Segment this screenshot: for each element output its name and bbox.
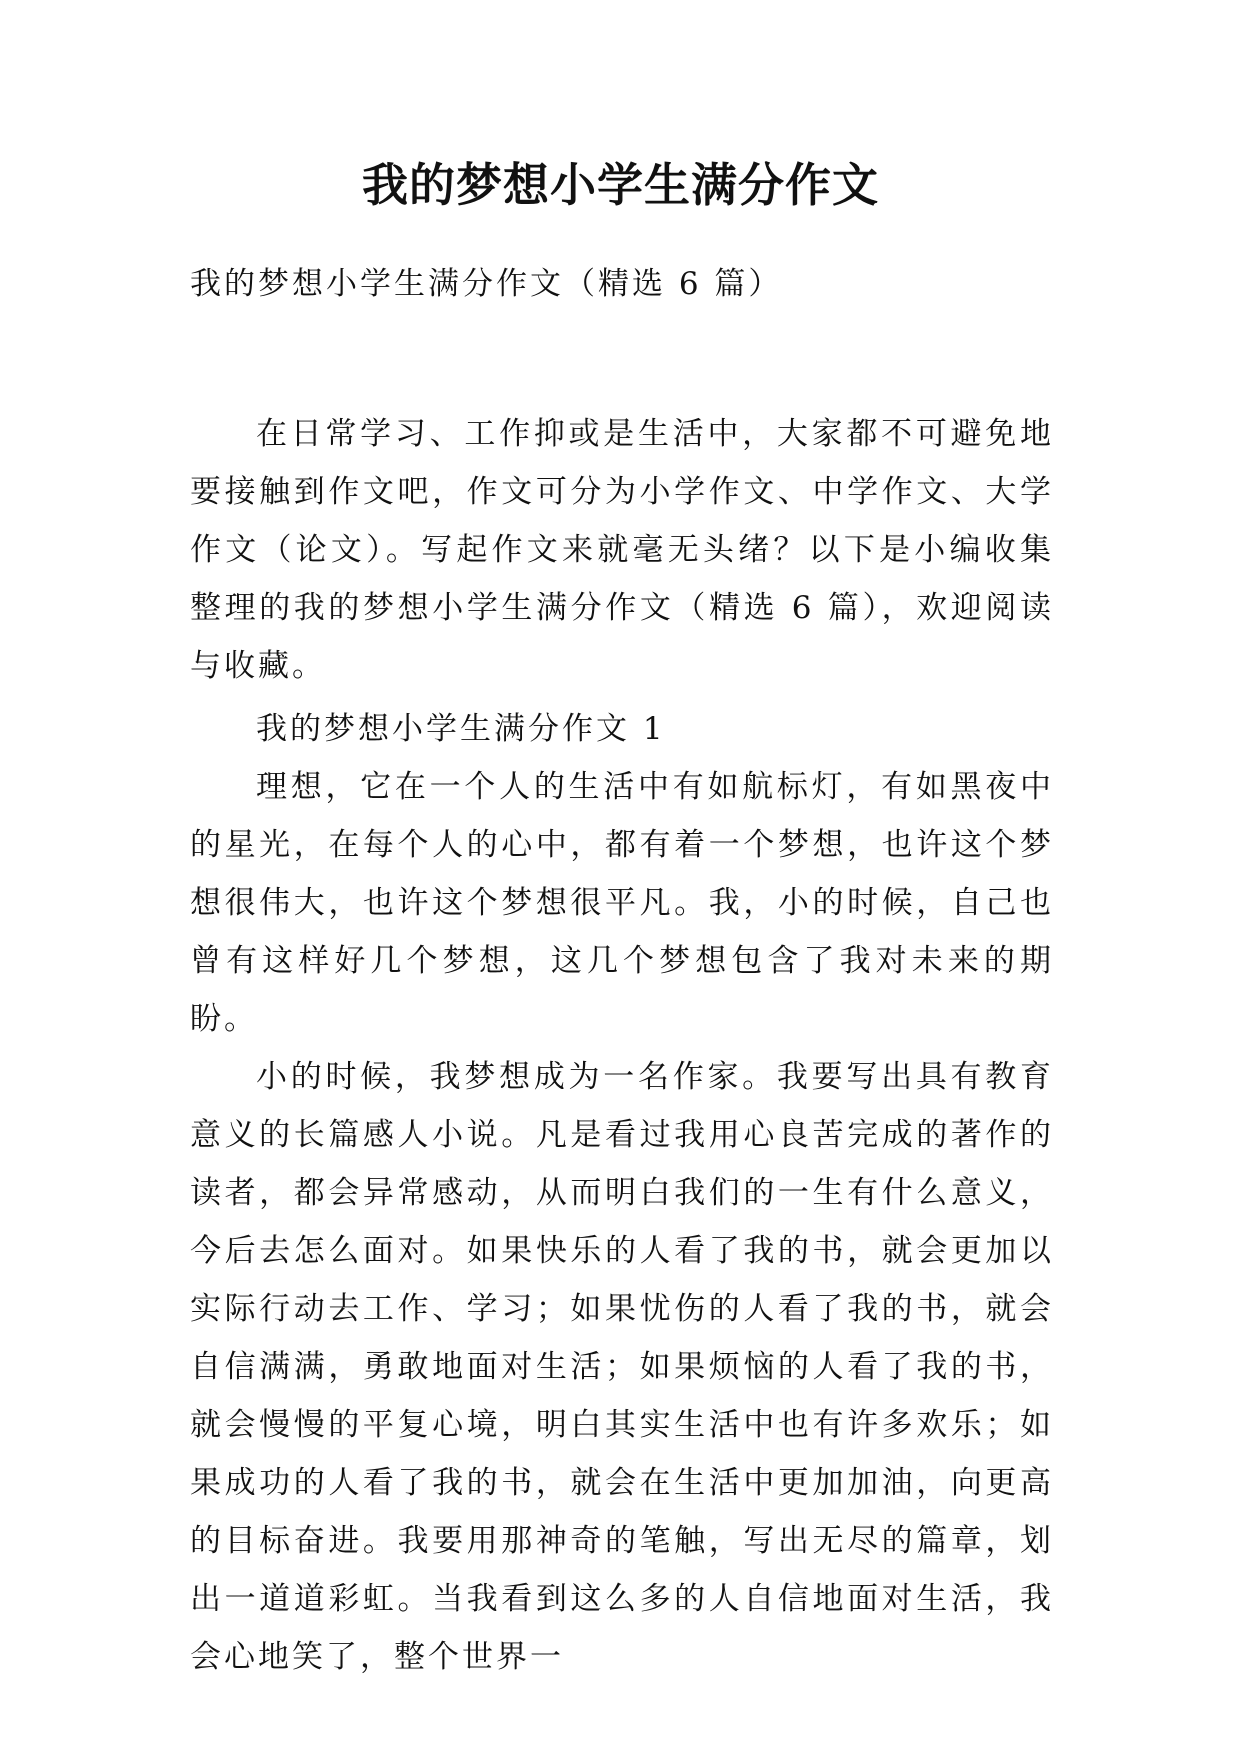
essay-section <box>190 700 1054 1686</box>
essay-heading: 我的梦想小学生满分作文 1 <box>256 711 666 747</box>
essay-paragraph: 小的时候，我梦想成为一名作家。我要写出具有教育意义的长篇感人小说。凡是看过我用心良苦完成的著作的读者，都会异常感动，从而明白我们的一生有什么意义，今后去怎么面对。如果快乐的人看了我的书，就会更加以实际行动去工作、学习；如果忧伤的人看了我的书，就会自信满满，勇敢地面对生活；如果烦恼的人看了我的书，就会慢慢的平复心境，明白其实生活中也有许多欢乐；如果成功的人看了我的书，就会在生活中更加加油，向更高的目标奋进。我要用那神奇的笔触，写出无尽的篇章，划出一道道彩虹。当我看到这么多的人自信地面对生活，我会心地笑了，整个世界一 <box>190 1059 1054 1675</box>
intro-paragraph: 在日常学习、工作抑或是生活中，大家都不可避免地要接触到作文吧，作文可分为小学作文、中学作文、大学作文（论文）。写起作文来就毫无头绪？以下是小编收集整理的我的梦想小学生满分作文（精选 6 篇），欢迎阅读与收藏。 <box>190 416 1054 684</box>
intro-section <box>190 405 1054 695</box>
document-subtitle: 我的梦想小学生满分作文（精选 6 篇） <box>190 266 783 302</box>
essay-paragraph: 理想，它在一个人的生活中有如航标灯，有如黑夜中的星光，在每个人的心中，都有着一个梦想，也许这个梦想很伟大，也许这个梦想很平凡。我，小的时候，自己也曾有这样好几个梦想，这几个梦想包含了我对未来的期盼。 <box>190 769 1054 1037</box>
document-title: 我的梦想小学生满分作文 <box>362 158 879 212</box>
